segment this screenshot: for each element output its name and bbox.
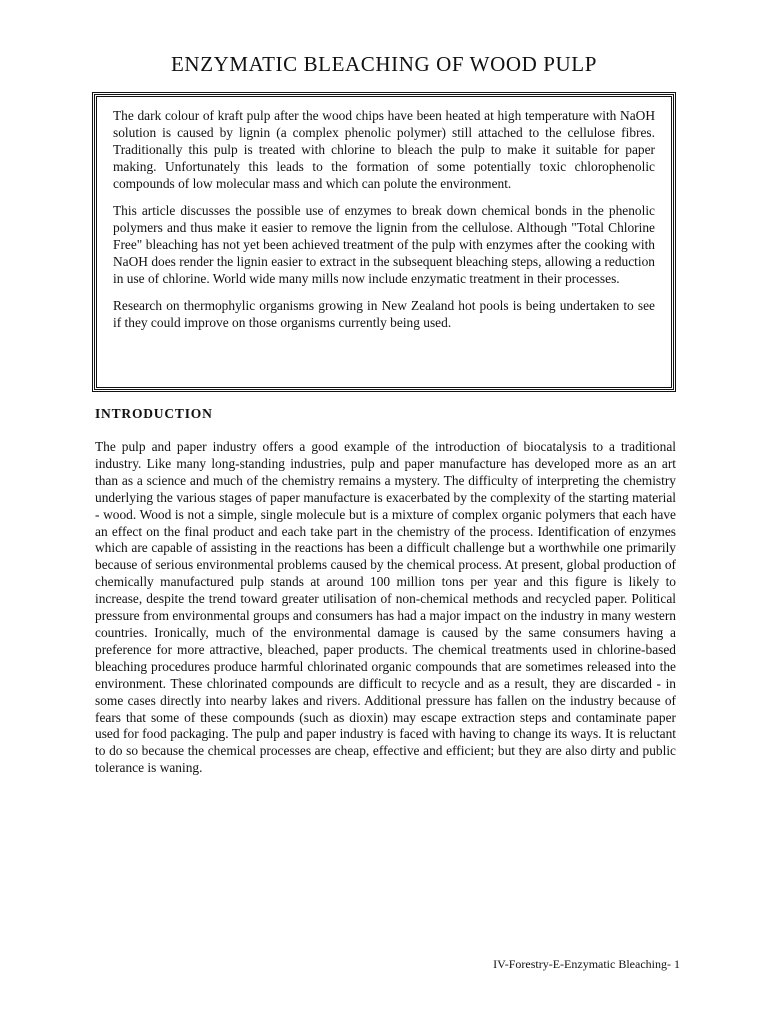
abstract-paragraph: This article discusses the possible use of enzymes to break down chemical bonds in the phenolic polymers and thus make it easier to remove the lignin from the cellulose. Although "Total Chlorine Free" bleaching has not yet been achieved treatment of the pulp with enzymes after the cooking with NaOH does render the lignin easier to extract in the subsequent bleaching steps, allowing a reduction in use of chlorine. World wide many mills now include enzymatic treatment in their processes. (113, 203, 655, 286)
section-heading-introduction: INTRODUCTION (95, 406, 213, 421)
abstract-paragraph: Research on thermophylic organisms growing in New Zealand hot pools is being undertaken to see if they could improve on those organisms currently being used. (113, 298, 655, 330)
page-footer: IV-Forestry-E-Enzymatic Bleaching- 1 (493, 957, 680, 971)
abstract-box (94, 94, 674, 390)
abstract-paragraph: The dark colour of kraft pulp after the wood chips have been heated at high temperature with NaOH solution is caused by lignin (a complex phenolic polymer) still attached to the cellulose fibres. Traditionally this pulp is treated with chlorine to bleach the pulp to make it suitable for paper making. Unfortunately this leads to the formation of some potentially toxic chlorophenolic compounds of low molecular mass and which can polute the environment. (113, 108, 655, 191)
introduction-paragraph: The pulp and paper industry offers a good example of the introduction of biocatalysis to a traditional industry. Like many long-standing industries, pulp and paper manufacture has developed more as an art than as a science and much of the chemistry remains a mystery. The difficulty of interpreting the chemistry underlying the various stages of paper manufacture is exacerbated by the complexity of the starting material - wood. Wood is not a simple, single molecule but is a mixture of complex organic polymers that each have an effect on the final product and each take part in the chemistry of the process. Identification of enzymes which are capable of assisting in the reactions has been a difficult challenge but a worthwhile one primarily because of serious environmental problems caused by the chemical process. At present, global production of chemically manufactured pulp stands at around 100 million tons per year and this figure is likely to increase, despite the trend toward greater utilisation of non-chemical methods and recycled paper. Political pressure from environmental groups and consumers has had a major impact on the industry in many western countries. Ironically, much of the environmental damage is caused by the same consumers having a preference for more attractive, bleached, paper products. The chemical treatments used in chlorine-based bleaching procedures produce harmful chlorinated organic compounds that are sometimes released into the environment. These chlorinated compounds are difficult to recycle and as a result, they are discarded - in some cases directly into nearby lakes and rivers. Additional pressure has fallen on the industry because of fears that some of these compounds (such as dioxin) may escape extraction steps and contaminate paper used for food packaging. The pulp and paper industry is faced with having to change its ways. It is reluctant to do so because the chemical processes are cheap, effective and efficient; but they are also dirty and public tolerance is waning. (95, 439, 676, 776)
page-title: ENZYMATIC BLEACHING OF WOOD PULP (171, 52, 597, 76)
